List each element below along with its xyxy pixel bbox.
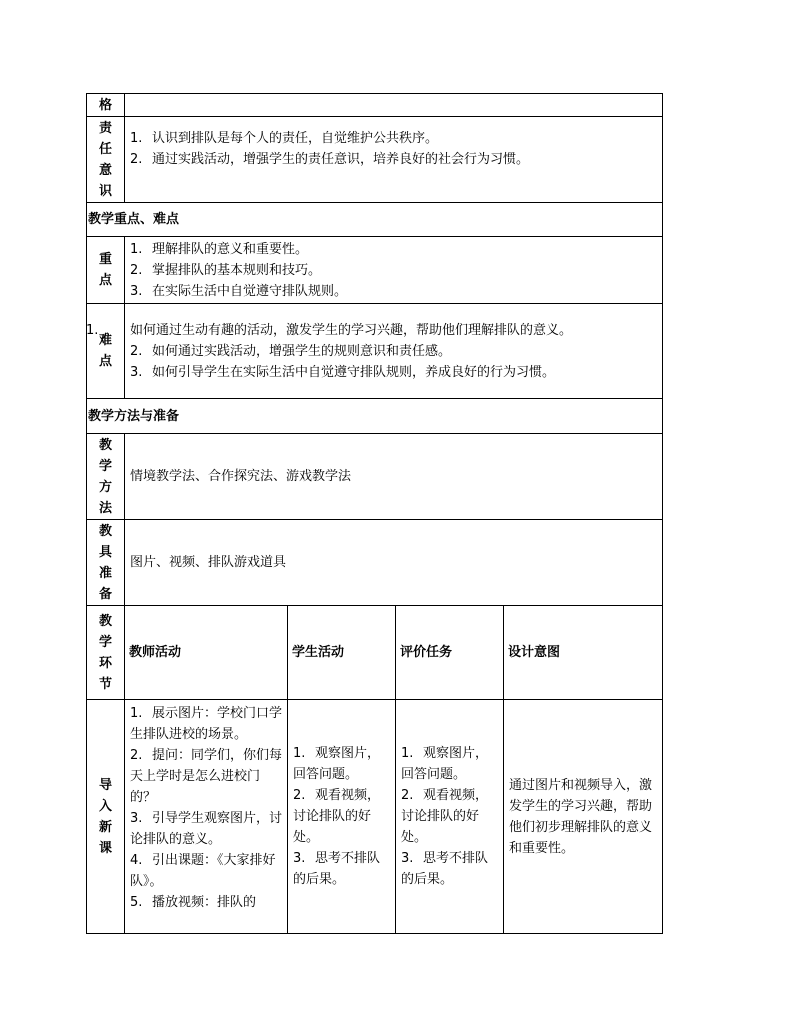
label-zeren: 责 任 意 识 bbox=[87, 117, 125, 203]
row-section-methods bbox=[87, 399, 663, 434]
row-section-keypoints bbox=[87, 203, 663, 237]
list-item: 2. 通过实践活动，增强学生的责任意识，培养良好的社会行为习惯。 bbox=[130, 151, 530, 167]
list-item: 2. 观看视频，讨论排队的好处。 bbox=[401, 788, 489, 845]
cell-zhongdian-content bbox=[125, 237, 663, 304]
row-nandian bbox=[87, 304, 663, 399]
col-header-student: 学生活动 bbox=[288, 606, 396, 700]
row-fangfa bbox=[87, 434, 663, 520]
list-item: 2. 如何通过实践活动，增强学生的规则意识和责任感。 bbox=[130, 343, 452, 359]
cell-jiaoju-content: 图片、视频、排队游戏道具 bbox=[125, 520, 663, 606]
list-item: 2. 观看视频，讨论排队的好处。 bbox=[293, 788, 381, 845]
list-item: 3. 引导学生观察图片，讨论排队的意义。 bbox=[130, 811, 283, 847]
label-fangfa: 教 学 方 法 bbox=[87, 434, 125, 520]
list-item: 4. 引出课题：《大家排好队》。 bbox=[130, 853, 276, 889]
list-item: 1. 观察图片，回答问题。 bbox=[401, 746, 489, 782]
label-nandian: 难 点 bbox=[87, 304, 125, 399]
col-header-evaluation: 评价任务 bbox=[396, 606, 504, 700]
cell-evaluation-task bbox=[396, 700, 504, 934]
cell-student-activity bbox=[288, 700, 396, 934]
row-jiaoju bbox=[87, 520, 663, 606]
section-heading: 教学方法与准备 bbox=[87, 399, 663, 434]
list-item: 3. 思考不排队的后果。 bbox=[293, 851, 381, 887]
lesson-plan-table bbox=[86, 93, 663, 934]
row-daoru bbox=[87, 700, 663, 934]
label-daoru: 导 入 新 课 bbox=[87, 700, 125, 934]
cell-ge-content bbox=[125, 94, 663, 117]
list-item: 1. 理解排队的意义和重要性。 bbox=[130, 241, 309, 257]
zeren-list bbox=[130, 128, 658, 170]
list-item: 3. 如何引导学生在实际生活中自觉遵守排队规则，养成良好的行为习惯。 bbox=[130, 364, 556, 380]
list-item: 1. 认识到排队是每个人的责任，自觉维护公共秩序。 bbox=[130, 130, 439, 146]
section-heading: 教学重点、难点 bbox=[87, 203, 663, 237]
list-item: 2. 提问：同学们，你们每天上学时是怎么进校门的？ bbox=[130, 748, 283, 805]
label-jiaoju: 教 具 准 备 bbox=[87, 520, 125, 606]
col-header-teacher: 教师活动 bbox=[125, 606, 288, 700]
cell-teacher-activity bbox=[125, 700, 288, 934]
label-huanjie: 教 学 环 节 bbox=[87, 606, 125, 700]
cell-design-intent: 通过图片和视频导入，激发学生的学习兴趣，帮助他们初步理解排队的意义和重要性。 bbox=[504, 700, 663, 934]
list-item: 1. 展示图片：学校门口学生排队进校的场景。 bbox=[130, 706, 283, 742]
list-item: 1. 观察图片，回答问题。 bbox=[293, 746, 381, 782]
list-item: 1. 如何通过生动有趣的活动，激发学生的学习兴趣，帮助他们理解排队的意义。 bbox=[86, 322, 573, 338]
label-ge: 格 bbox=[87, 94, 125, 117]
row-zeren bbox=[87, 117, 663, 203]
row-zhongdian bbox=[87, 237, 663, 304]
list-item: 2. 掌握排队的基本规则和技巧。 bbox=[130, 262, 322, 278]
list-item: 3. 在实际生活中自觉遵守排队规则。 bbox=[130, 283, 348, 299]
list-item: 5. 播放视频：排队的 bbox=[130, 895, 257, 910]
row-ge bbox=[87, 94, 663, 117]
cell-zeren-content bbox=[125, 117, 663, 203]
label-zhongdian: 重 点 bbox=[87, 237, 125, 304]
zhongdian-list bbox=[130, 239, 658, 302]
row-huanjie-header bbox=[87, 606, 663, 700]
cell-fangfa-content: 情境教学法、合作探究法、游戏教学法 bbox=[125, 434, 663, 520]
col-header-intent: 设计意图 bbox=[504, 606, 663, 700]
list-item: 3. 思考不排队的后果。 bbox=[401, 851, 489, 887]
